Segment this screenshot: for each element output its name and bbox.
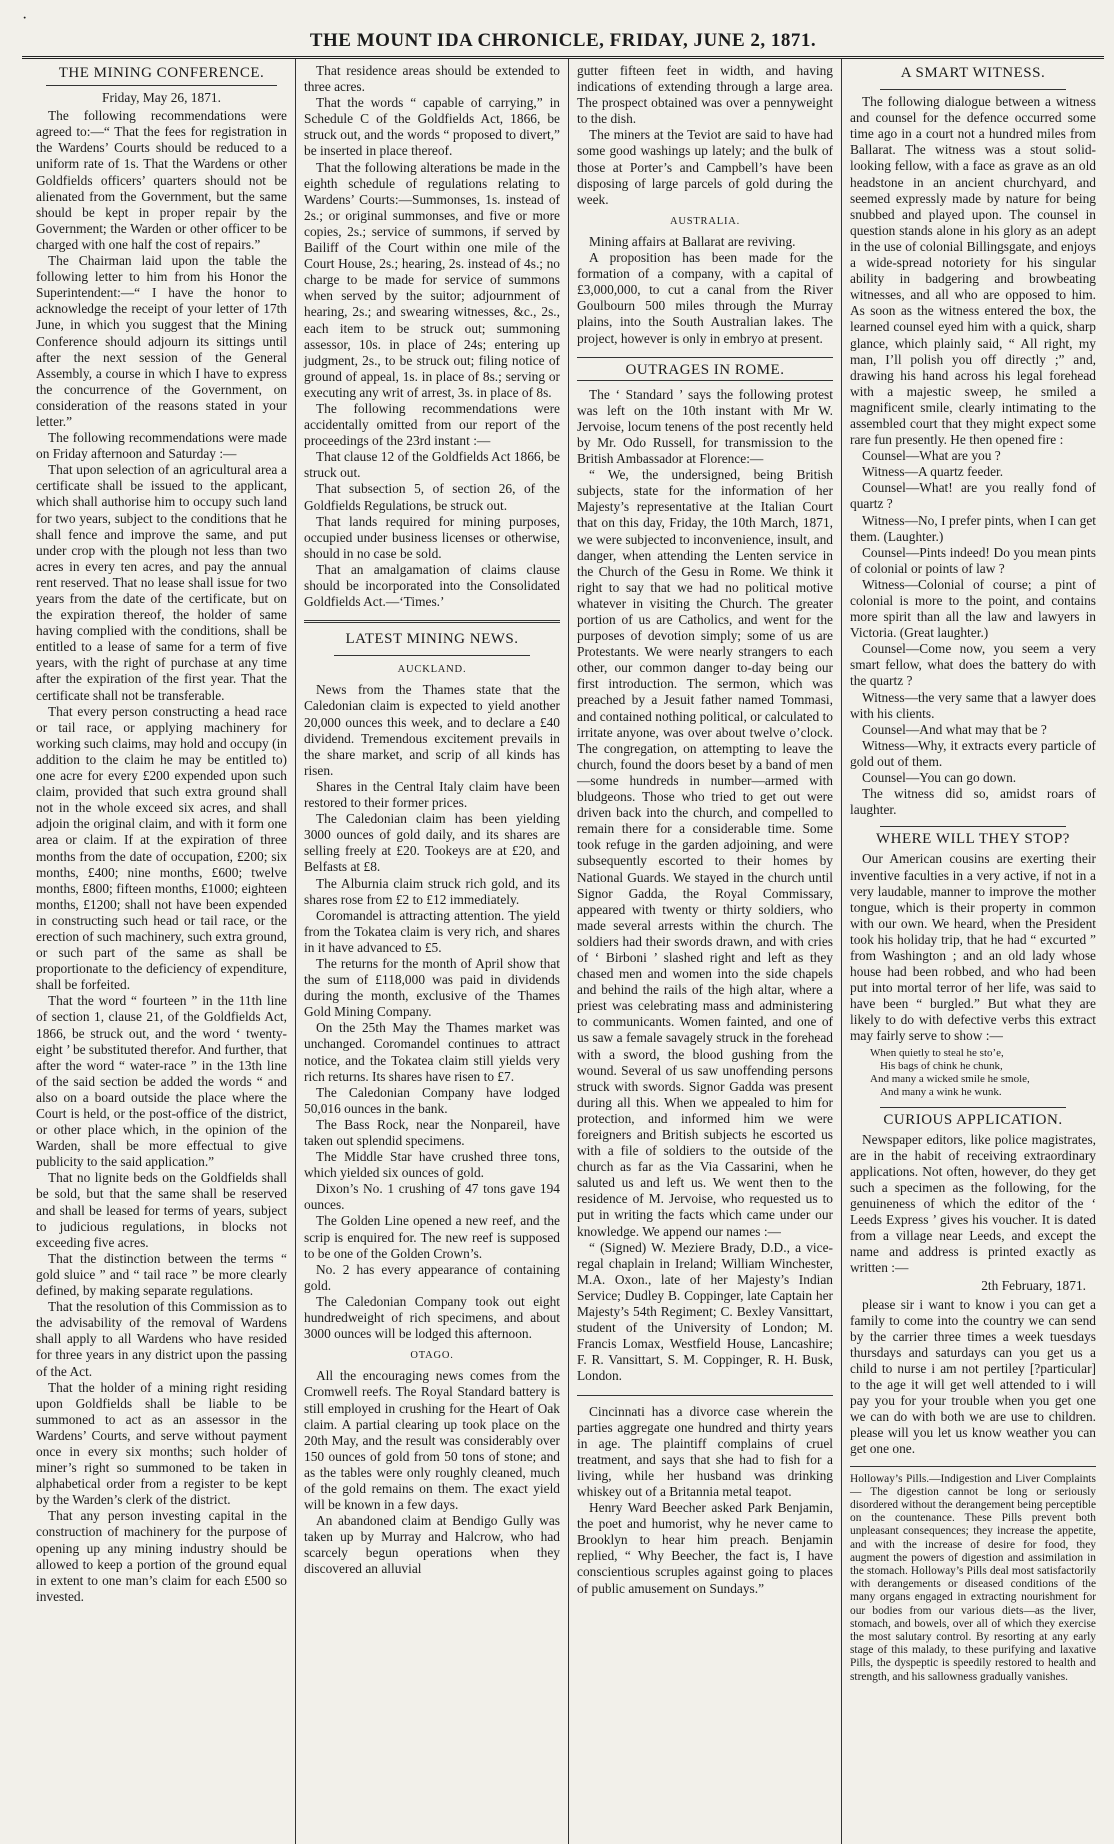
paragraph: The ‘ Standard ’ says the following protest was left on the 10th instant with Mr W. Jervoise, locum tenens of the post recently held by Mr. Odo Russell, for transmission to the British Ambassador at Florence:— [577, 386, 833, 467]
letter-date: 2th February, 1871. [981, 1278, 1086, 1294]
paragraph: All the encouraging news comes from the Cromwell reefs. The Royal Standard battery is still employed in crushing for the Heart of Oak claim. A partial clearing up took place on the 20th May, and the result was considerably over 150 ounces of gold from 50 tons of stone; and as the tables were only roughly cleaned, much of the gold remains on them. The exact yield will be known in a few days. [304, 1368, 560, 1513]
section-rule [577, 1395, 833, 1396]
paragraph: The Middle Star have crushed three tons, which yielded six ounces of gold. [304, 1149, 560, 1181]
paragraph: The Alburnia claim struck rich gold, and its shares rose from £2 to £12 immediately. [304, 875, 560, 907]
poem-line: When quietly to steal he sto’e, [870, 1046, 1004, 1059]
column-3 [568, 59, 841, 1844]
dialogue-line: Witness—Colonial of course; a pint of colonial is more to the point, and contains more spirit than all the law and lawyers in Victoria. (Great laughter.) [850, 576, 1096, 641]
paragraph: Cincinnati has a divorce case wherein the parties aggregate one hundred and thirty years in age. The plaintiff complains of cruel treatment, and says that she had to fish for a living, while her husband was drinking whiskey out of a Britannia metal teapot. [577, 1403, 833, 1499]
paragraph: That clause 12 of the Goldfields Act 1866, be struck out. [304, 449, 560, 481]
paragraph: That lands required for mining purposes, occupied under business licenses or otherwise, should in no case be sold. [304, 513, 560, 561]
paragraph: The miners at the Teviot are said to have had some good washings up lately; and the bulk of those at Porter’s and Campbell’s have been disposing of large parcels of gold during the week. [577, 127, 833, 207]
column-2 [295, 59, 568, 1844]
paragraph: A proposition has been made for the formation of a company, with a capital of £3,000,000, to cut a canal from the River Goulbourn 500 miles through the Murray plains, into the South Australian lakes. The project, however is only in embryo at present. [577, 250, 833, 346]
paragraph: Henry Ward Beecher asked Park Benjamin, the poet and humorist, why he never came to Brooklyn to hear him preach. Benjamin replied, “ Why Beecher, the fact is, I have conscientious scruples against going to places of public amusement on Sundays.” [577, 1500, 833, 1596]
paragraph: That the words “ capable of carrying,” in Schedule C of the Goldfields Act, 1866, be struck out, and the words “ proposed to divert,” be inserted in place thereof. [304, 95, 560, 159]
dialogue-line: Counsel—You can go down. [862, 770, 1017, 786]
paragraph: On the 25th May the Thames market was unchanged. Coromandel continues to attract notice, and the Tokatea claim still yields very rich returns. Its shares have risen to £7. [304, 1020, 560, 1084]
paragraph: Newspaper editors, like police magistrates, are in the habit of receiving extraordinary applications. Not often, however, do they get such a specimen as the following, for the genuineness of which the editor of the ‘ Leeds Express ’ gives his voucher. It is dated from a village near Leeds, and except the name and address is printed exactly as written :— [850, 1131, 1096, 1276]
paragraph: Dixon’s No. 1 crushing of 47 tons gave 194 ounces. [304, 1181, 560, 1213]
paragraph: That an amalgamation of claims clause should be incorporated into the Consolidated Goldfields Act.—‘Times.’ [304, 561, 560, 610]
paragraph: The Golden Line opened a new reef, and the scrip is enquired for. The new reef is supposed to be one of the Golden Crown’s. [304, 1213, 560, 1261]
paragraph: The Bass Rock, near the Nonpareil, have taken out splendid specimens. [304, 1116, 560, 1148]
column-1 [22, 59, 295, 1844]
dialogue-line: Witness—the very same that a lawyer does with his clients. [850, 689, 1096, 721]
column-4 [841, 59, 1104, 1844]
paragraph: No. 2 has every appearance of containing gold. [304, 1261, 560, 1293]
paragraph: That residence areas should be extended to three acres. [304, 63, 560, 95]
paragraph: The following recommendations were made on Friday afternoon and Saturday :— [36, 430, 287, 462]
otago-subheading: OTAGO. [410, 1350, 454, 1362]
holloways-pills-advert: Holloway’s Pills.—Indigestion and Liver Complaints — The digestion cannot be long or seriously disordered without the derangement being perceptible on the countenance. These Pills prevent both unpleasant consequences; they increase the appetite, and with the increase of desire for food, they augment the powers of digestion and assimilation in the stomach. Holloway’s Pills deal most satisfactorily with derangements or diseased conditions of the many organs engaged in extracting nourishment for our bodies from our various diets—as the liver, stomach, and bowels, over all of which they exercise the most salutary control. By resorting at any early stage of this malady, to these purifying and laxative Pills, the dyspeptic is speedily restored to health and strength, and his sallowness gradually vanishes. [850, 1466, 1096, 1684]
dialogue-line: Counsel—And what may that be ? [862, 721, 1047, 737]
poem-line: And many a wink he wunk. [880, 1085, 1002, 1098]
paragraph: That every person constructing a head race or tail race, or applying machinery for working such claims, may hold and occupy (in addition to the claim he may be entitled to) one acre for every £200 expended upon such claim, provided that such extra ground shall not in the whole exceed six acres, and shall adjoin the original claim, and with it form one area or claim. If at the expiration of three months from the date of occupation, £200; six months, £400; nine months, £600; twelve months, £800; fifteen months, £1000; eighteen months, £1200; shall not have been expended in constructing such head or tail race, or the erection of such machinery, such extra ground, or such part of the same as shall be proportionate to the deficiency of expenditure, shall be forfeited. [36, 703, 287, 993]
dialogue-line: The witness did so, amidst roars of laughter. [850, 786, 1096, 818]
poem-line: His bags of chink he chunk, [880, 1059, 1003, 1072]
dialogue-line: Counsel—What! are you really fond of quartz ? [850, 480, 1096, 512]
paragraph: That any person investing capital in the construction of machinery for the purpose of opening up any mining industry should be allowed to keep a portion of the ground equal in extent to one man’s claim for each £500 so invested. [36, 1508, 287, 1604]
dialogue-line: Counsel—Pints indeed! Do you mean pints of colonial or points of law ? [850, 544, 1096, 576]
paragraph: gutter fifteen feet in width, and having indications of extending through a large area. The prospect obtained was over a pennyweight to the dish. [577, 63, 833, 127]
paragraph: The returns for the month of April show that the sum of £118,000 was paid in dividends during the month, exclusive of the Thames Gold Mining Company. [304, 955, 560, 1020]
dialogue [850, 448, 1096, 818]
dialogue-line: Witness—A quartz feeder. [862, 464, 1004, 480]
paragraph: “ (Signed) W. Meziere Brady, D.D., a vice-regal chaplain in Ireland; William Winchester, M.A. Oxon., late of her Majesty’s Indian Service; Dudley B. Coppinger, late Captain her Majesty’s 54th Regiment; C. Bexley Vansittart, student of the University of London; M. Francis Lomax, Westfield House, Lancashire; F. R. Vansittart, S. M. Coppinger, R. H. Busk, London. [577, 1239, 833, 1384]
paragraph: “ We, the undersigned, being British subjects, state for the information of her Majesty’s representative at the Italian Court that on this day, Friday, the 10th March, 1871, we were subjected to inconvenience, insult, and danger, when attending the Lenten service in the Church of the Gesu in Rome. We think it right to say that we had no political motive whatever in visiting the Church. The greater portion of us are Catholics, and went for the purposes of devotion simply; some of us are Protestants. We were nearly strangers to each other, our common danger to-day being our first introduction. The sermon, which was preached by a Jesuit father named Tommasi, and contained nothing political, or calculated to irritate anyone, was over about twelve o’clock. The congregation, on attempting to leave the church, found the doors beset by a band of men—some hundreds in number—armed with bludgeons. Those who tried to get out were driven back into the church, and compelled to remain there for a considerable time. Some took refuge in the garden adjoining, and were subsequently escorted to their homes by National Guards. We stayed in the church until Signor Gadda, the Royal Commissary, appeared with twenty or thirty soldiers, who made several arrests within the church. The soldiers had their swords drawn, and with cries of ‘ Birboni ’ slashed right and left as they chased men and women into the side chapels and behind the rails of the high altar, where a priest was celebrating mass and administering to communicants. Women fainted, and one of us saw a female savagely struck in the forehead with a sword, the blood gushing from the wound. Several of us saw unoffending persons struck with swords. Signor Gadda was present during all this. When we appealed to him for protection, and informed him we were foreigners and British subjects he escorted us with a file of soldiers to the outside of the church as far as the Via Cassarini, when he saluted us and left us. We went then to the residence of M. Jervoise, who requested us to put in writing the facts which came under our knowledge. We append our names :— [577, 467, 833, 1239]
dialogue-line: Witness—Why, it extracts every particle of gold out of them. [850, 737, 1096, 769]
paragraph: That subsection 5, of section 26, of the Goldfields Regulations, be struck out. [304, 481, 560, 513]
columns [22, 59, 1104, 1844]
curious-application-heading: CURIOUS APPLICATION. [883, 1111, 1063, 1128]
paragraph: The following dialogue between a witness and counsel for the defence occurred some time ago in a court not a hundred miles from Ballarat. The witness was a stout solid-looking fellow, with a face as grave as an old headstone in an ancient churchyard, and seemed expressly made by nature for being snubbed and played upon. The counsel in question stands alone in his glory as an adept in the use of colonial Billingsgate, and enjoys a wide-spread notoriety for his singular ability in badgering and browbeating witnesses, and all who are opposed to him. As soon as the witness entered the box, the learned counsel eyed him with a quick, sharp glance, which plainly said, “ All right, my man, I’ll polish you off directly ;” and, drawing his hand across his legal forehead with a majestic sweep, he smiled a magnificent smile, clearly intimating to the assembled court that they might expect some rare fun presently. He then opened fire : [850, 94, 1096, 448]
masthead-mark: · [22, 10, 28, 27]
rome-heading-box [577, 357, 833, 381]
paragraph: Shares in the Central Italy claim have been restored to their former prices. [304, 778, 560, 811]
paragraph: The following recommendations were agreed to:—“ That the fees for registration in the Wardens’ Courts should be reduced to a uniform rate of 1s. That the Wardens or other Goldfields officers’ quarters should not be alienated from the Government, but the same should be kept in proper repair by the Government; the Warden or other officer to be charged with one half the cost of repairs.” [36, 108, 287, 252]
latest-mining-news-heading: LATEST MINING NEWS. [345, 631, 519, 648]
paragraph: That upon selection of an agricultural area a certificate shall be issued to the applicant, which shall authorise him to occupy such land for two years, subject to the conditions that he shall fence and improve the same, and put under crop with the plough not less than two acres in every ten acres, and pay the annual rent reserved. That no lease shall issue for two years from the date of the certificate, but on the expiration thereof, the holder of same having complied with the conditions, shall be entitled to a lease of same for a term of five years, with the right of purchase at any time after the expiration of the first year. That the certificate shall not be transferable. [36, 462, 287, 703]
paragraph: An abandoned claim at Bendigo Gully was taken up by Murray and Halcrow, who had scarcely begun operations when they discovered an alluvial [304, 1513, 560, 1577]
masthead: THE MOUNT IDA CHRONICLE, FRIDAY, JUNE 2, 1871. [309, 30, 817, 51]
poem [850, 1047, 1096, 1099]
section-rule [304, 620, 560, 623]
paragraph: That no lignite beds on the Goldfields shall be sold, but that the same shall be reserved and shall be leased for terms of years, subject to judicious regulations, in blocks not exceeding five acres. [36, 1170, 287, 1250]
section-rule [880, 826, 1066, 827]
auckland-subheading: AUCKLAND. [397, 664, 467, 676]
outrages-in-rome-heading: OUTRAGES IN ROME. [625, 361, 785, 378]
paragraph: The Chairman laid upon the table the following letter to him from his Honor the Superintendent:—“ I have the honor to acknowledge the receipt of your letter of 17th June, in which you suggest that the Mining Conference should adjourn its sittings until after the next session of the General Assembly, a course in which I have to express the concurrence of the Government, on consideration of the reasons stated in your letter.” [36, 253, 287, 429]
smart-witness-heading: A SMART WITNESS. [900, 65, 1046, 81]
where-will-they-stop-heading: WHERE WILL THEY STOP? [876, 831, 1070, 848]
paragraph: The Caledonian claim has been yielding 3000 ounces of gold daily, and its shares are selling freely at £20. Tookeys are at £20, and Belfasts at £8. [304, 811, 560, 875]
paragraph: That the resolution of this Commission as to the advisability of the removal of Wardens shall apply to all Wardens who have resided for three years in any district upon the passing of the Act. [36, 1299, 287, 1379]
paragraph: Coromandel is attracting attention. The yield from the Tokatea claim is very rich, and shares in it have advanced to £5. [304, 907, 560, 955]
mining-conference-heading: THE MINING CONFERENCE. [58, 65, 265, 81]
heading-rule [334, 655, 530, 656]
australia-subheading: AUSTRALIA. [669, 215, 741, 227]
paragraph: The Caledonian Company took out eight hundredweight of rich specimens, and about 3000 ounces will be lodged this afternoon. [304, 1293, 560, 1342]
dialogue-line: Counsel—Come now, you seem a very smart fellow, what does the battery do with the quartz ? [850, 641, 1096, 689]
heading-rule [46, 85, 277, 86]
section-rule [880, 1107, 1066, 1108]
paragraph: The following recommendations were accidentally omitted from our report of the proceedings of the 23rd instant :— [304, 400, 560, 449]
paragraph: That the word “ fourteen ” in the 11th line of section 1, clause 21, of the Goldfields Act, 1866, be struck out, and the word ‘ twenty-eight ’ be substituted therefor. And further, that after the word “ water-race ” in the 13th line of the said section be added the words “ and also on a board outside the place where the Court is held, or the post-office of the district, or other place which, in the opinion of the Warden, shall be more effectual to give publicity to the said application.” [36, 993, 287, 1170]
dialogue-line: Counsel—What are you ? [862, 448, 1001, 464]
dialogue-line: Witness—No, I prefer pints, when I can get them. (Laughter.) [850, 512, 1096, 544]
paragraph: News from the Thames state that the Caledonian claim is expected to yield another 20,000 ounces this week, and to declare a £40 dividend. Tremendous excitement prevails in the share market, and scrip of all kinds has risen. [304, 682, 560, 778]
paragraph: Mining affairs at Ballarat are reviving. [589, 233, 796, 249]
paragraph: That the distinction between the terms “ gold sluice ” and “ tail race ” be more clearly defined, by making separate regulations. [36, 1250, 287, 1299]
paragraph: The Caledonian Company have lodged 50,016 ounces in the bank. [304, 1084, 560, 1116]
paragraph: Our American cousins are exerting their inventive faculties in a very active, if not in a very laudable, manner to improve the mother tongue, which is their property in common with our own. We heard, when the President took his holiday trip, that he had “ excurted ” from Washington ; and an old lady whose house had been robbed, and who had been put into mortal terror of her life, was said to have been “ burgled.” But what they are likely to do with defective verbs this extract may fairly serve to show :— [850, 851, 1096, 1044]
dateline: Friday, May 26, 1871. [102, 90, 221, 106]
paragraph: That the following alterations be made in the eighth schedule of regulations relating to Wardens’ Courts:—Summonses, 1s. instead of 2s.; or original summonses, and five or more copies, 2s.; service of summons, if served by Bailiff of the Court within one mile of the Court House, 2s.; hearing, 2s. instead of 4s.; no charge to be made for service of summons when served by the suitor; adjournment of hearing, 2s.; and swearing witnesses, &c., 2s., each item to be struck out; summoning assessor, 10s. in place of 24s; entering up judgment, 2s., to be struck out; filing notice of ground of appeal, 1s. in place of 8s.; serving or executing any writ of arrest, 3s. in place of 8s. [304, 159, 560, 400]
poem-line: And many a wicked smile he smole, [870, 1072, 1030, 1085]
letter-text: please sir i want to know i you can get a family to come into the country we can send by the carrier three times a week tuesdays thursdays and saturdays can you get us a child to nurse i am not pertiley [?particular] to the age it will get well attended to i will pay you for your trouble when you get one we can do with both we are use to children. please will you let us know weather you can get one one. [850, 1296, 1096, 1457]
paragraph: That the holder of a mining right residing upon Goldfields shall be liable to be summoned to act as an assessor in the Wardens’ Courts, and serve without payment once in every six months; such holder of miner’s right so summoned to be taken in alphabetical order from a register to be kept by the Warden’s clerk of the district. [36, 1379, 287, 1508]
heading-rule [880, 89, 1066, 90]
